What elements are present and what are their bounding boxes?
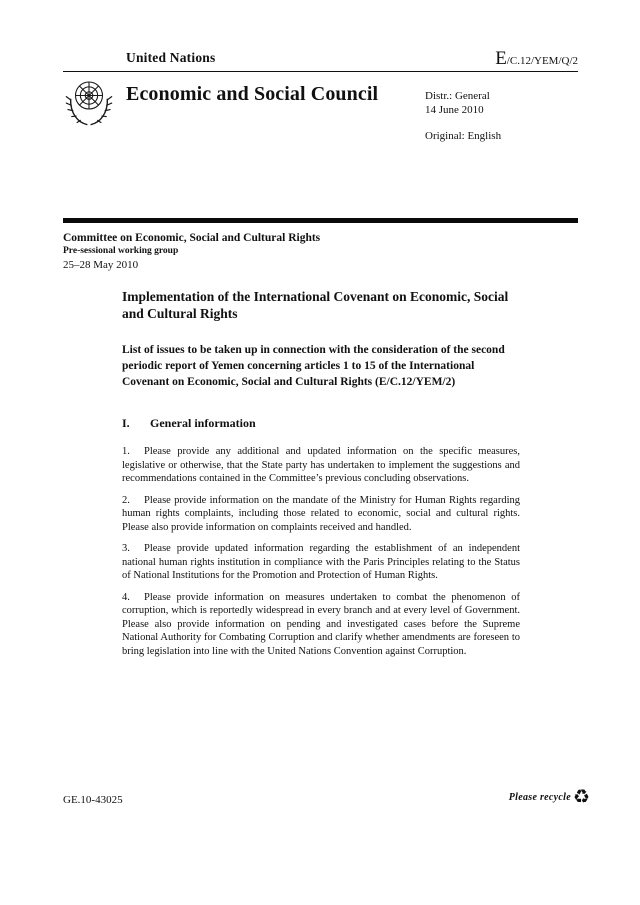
masthead-rule xyxy=(63,218,578,223)
original-language: Original: English xyxy=(425,130,502,142)
session-dates: 25–28 May 2010 xyxy=(63,259,139,271)
org-name: United Nations xyxy=(126,50,216,65)
paragraph-4 xyxy=(122,591,520,659)
working-group: Pre-sessional working group xyxy=(63,246,179,256)
paragraph-text: Please provide any additional and updated information on the specific measures, legislative or otherwise, that the State party has undertaken to implement the suggestions and recommendations contained in the Committee’s previous concluding observations. xyxy=(122,446,520,484)
recycle-label: Please recycle xyxy=(508,792,571,803)
paragraph-1 xyxy=(122,445,520,486)
doc-symbol-series: E xyxy=(495,48,507,69)
committee-name: Committee on Economic, Social and Cultural Rights xyxy=(63,232,321,244)
document-subtitle: List of issues to be taken up in connection with the consideration of the second periodic report of Yemen concerning articles 1 to 15 of the International Covenant on Economic, Social and Cultural Rights (E/C.12/YEM/2) xyxy=(122,344,505,388)
paragraph-text: Please provide information on the mandate of the Ministry for Human Rights regarding human rights complaints, including those related to economic, social and cultural rights. Please also provide information on complaints received and handled. xyxy=(122,494,520,533)
header-rule xyxy=(63,71,578,72)
paragraph-number: 4. xyxy=(122,591,130,603)
paragraph-text: Please provide information on measures undertaken to combat the phenomenon of corruption, which is reportedly widespread in every branch and at every level of Government. Please also provide information on pending and investigated cases before the Supreme National Authority for Combating Corruption and clarify whether amendments are foreseen to bring legislation into line with the United Nations Convention against Corruption. xyxy=(122,591,520,657)
paragraph-number: 1. xyxy=(122,446,130,457)
paragraph-3 xyxy=(122,542,520,583)
section-title: General information xyxy=(150,416,256,430)
document-body xyxy=(122,288,520,666)
recycle-icon: ♻ xyxy=(572,786,590,808)
distr-line: Distr.: General xyxy=(425,90,490,102)
paragraph-2 xyxy=(122,494,520,535)
section-number: I. xyxy=(122,416,130,430)
paragraph-number: 2. xyxy=(122,494,130,506)
un-emblem-icon xyxy=(62,75,116,129)
recycle-block xyxy=(509,788,590,807)
session-block xyxy=(63,231,523,272)
distribution-block xyxy=(425,89,501,143)
paragraph-text: Please provide updated information regarding the establishment of an independent national human rights institution in compliance with the Paris Principles relating to the Status of National Institutions for the Promotion and Protection of Human Rights. xyxy=(122,543,520,581)
doc-symbol xyxy=(495,48,578,70)
council-name: Economic and Social Council xyxy=(126,83,379,105)
doc-date: 14 June 2010 xyxy=(425,104,484,116)
section-heading xyxy=(122,416,520,430)
footer-doc-number: GE.10-43025 xyxy=(63,794,123,806)
doc-symbol-number: /C.12/YEM/Q/2 xyxy=(506,55,578,67)
paragraph-number: 3. xyxy=(122,543,130,554)
document-title: Implementation of the International Covenant on Economic, Social and Cultural Rights xyxy=(122,289,509,321)
